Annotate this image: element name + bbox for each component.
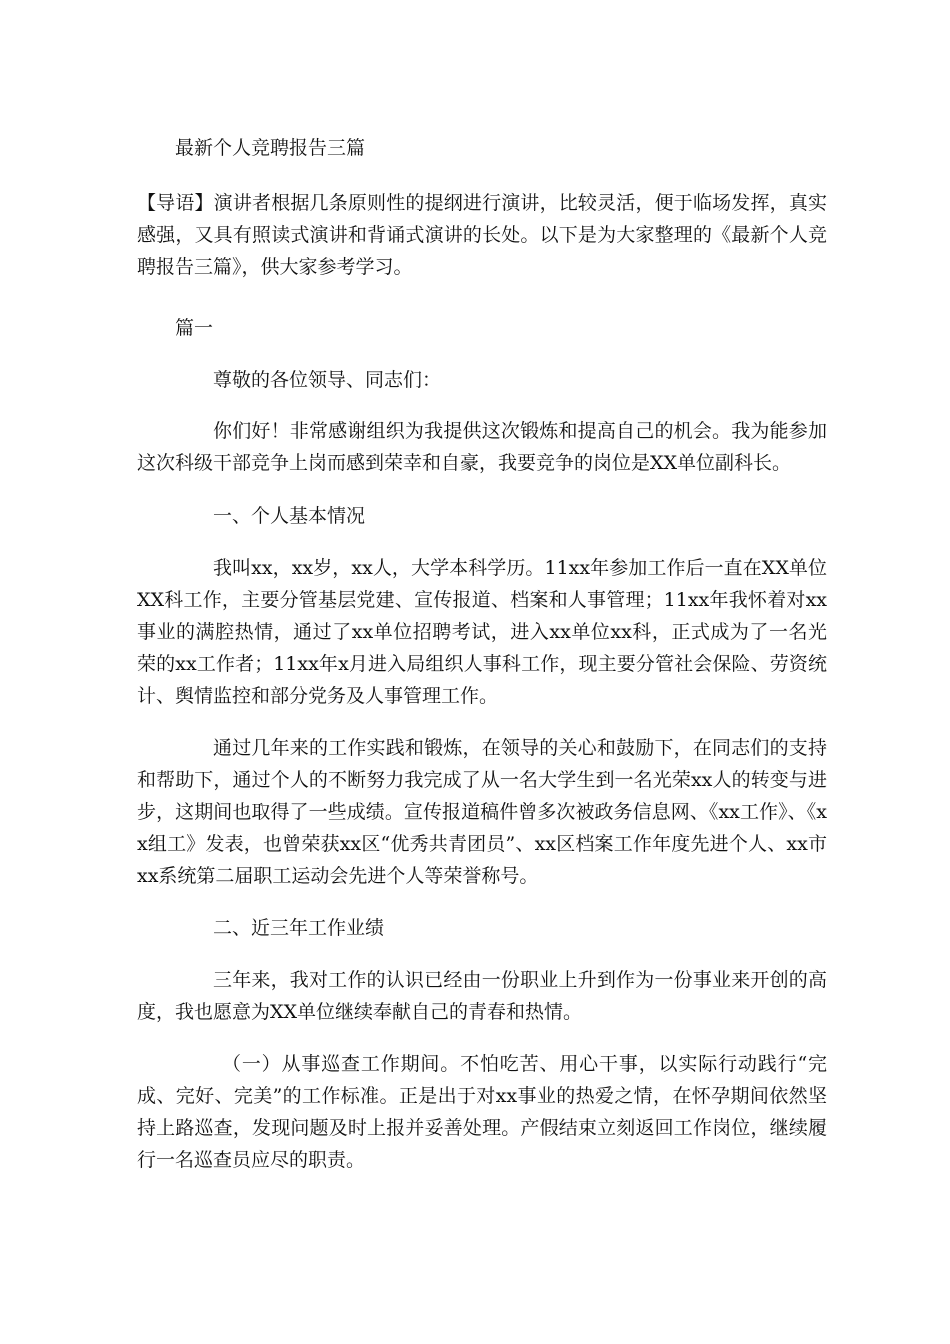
intro-paragraph: 【导语】演讲者根据几条原则性的提纲进行演讲，比较灵活，便于临场发挥，真实感强，又具有照读式演讲和背诵式演讲的长处。以下是为大家整理的《最新个人竞聘报告三篇》，供大家参考学习。 (137, 192, 827, 278)
section-label: 篇一 (175, 317, 214, 339)
greeting-line: 尊敬的各位领导、同志们： (213, 369, 442, 391)
paragraph-personal-info: 我叫xx，xx岁，xx人，大学本科学历。11xx年参加工作后一直在XX单位XX科工作，主要分管基层党建、宣传报道、档案和人事管理；11xx年我怀着对xx事业的满腔热情，通过了xx单位招聘考试，进入xx单位xx科，正式成为了一名光荣的xx工作者；11xx年x月进入局组织人事科工作，现主要分管社会保险、劳资统计、舆情监控和部分党务及人事管理工作。 (137, 557, 827, 707)
heading-work-performance: 二、近三年工作业绩 (213, 917, 385, 939)
paragraph-three-years: 三年来，我对工作的认识已经由一份职业上升到作为一份事业来开创的高度，我也愿意为XX单位继续奉献自己的青春和热情。 (137, 969, 827, 1023)
document-body (137, 132, 827, 1194)
paragraph-opening: 你们好！非常感谢组织为我提供这次锻炼和提高自己的机会。我为能参加这次科级干部竞争上岗而感到荣幸和自豪，我要竞争的岗位是XX单位副科长。 (137, 420, 827, 474)
paragraph-achievements: 通过几年来的工作实践和锻炼，在领导的关心和鼓励下，在同志们的支持和帮助下，通过个人的不断努力我完成了从一名大学生到一名光荣xx人的转变与进步，这期间也取得了一些成绩。宣传报道稿件曾多次被政务信息网、《xx工作》、《xx组工》发表，也曾荣获xx区“优秀共青团员”、xx区档案工作年度先进个人、xx市xx系统第二届职工运动会先进个人等荣誉称号。 (137, 737, 827, 887)
heading-personal-info: 一、个人基本情况 (213, 505, 366, 527)
document-title: 最新个人竞聘报告三篇 (175, 137, 366, 159)
paragraph-patrol-work: （一）从事巡查工作期间。不怕吃苦、用心干事，以实际行动践行“完成、完好、完美”的工作标准。正是出于对xx事业的热爱之情，在怀孕期间依然坚持上路巡查，发现问题及时上报并妥善处理。产假结束立刻返回工作岗位，继续履行一名巡查员应尽的职责。 (137, 1053, 827, 1171)
